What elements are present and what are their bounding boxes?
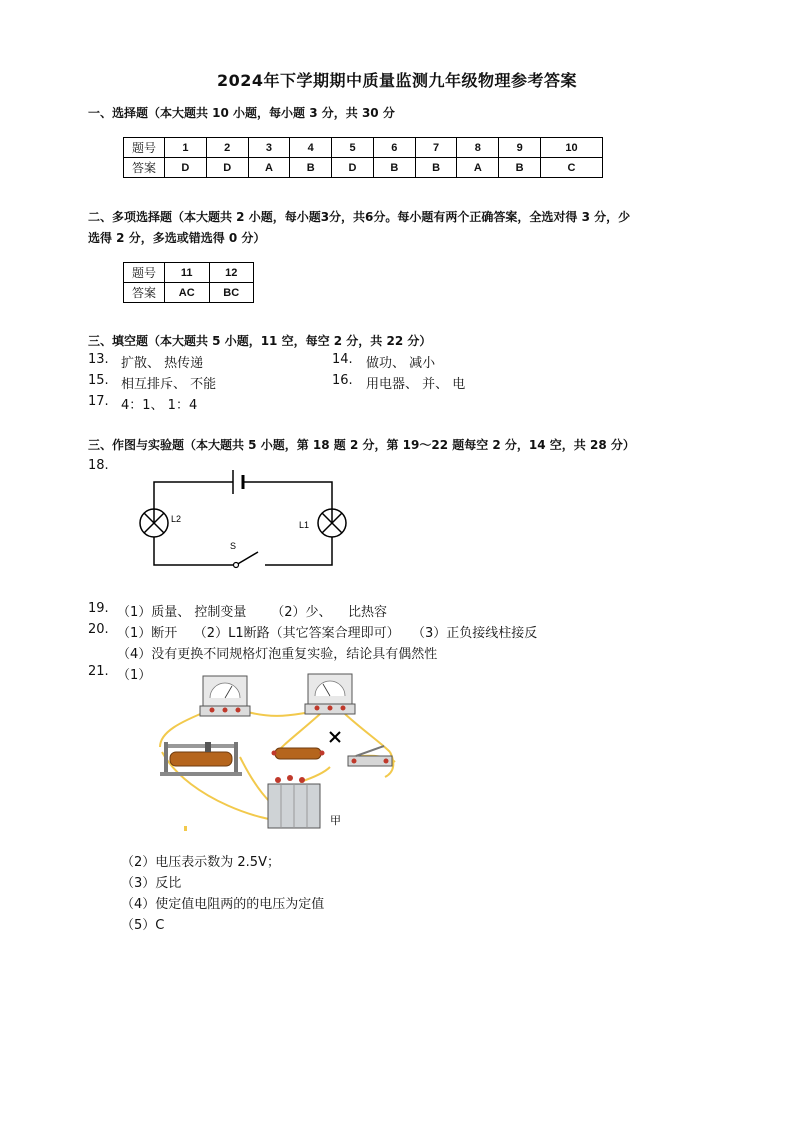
- q19-answer: （1）质量、 控制变量 （2）少、 比热容: [117, 605, 387, 620]
- q19-number: 19.: [88, 601, 109, 616]
- switch-label: S: [230, 541, 237, 551]
- table-cell: 6: [373, 138, 415, 158]
- page-title: 2024年下学期期中质量监测九年级物理参考答案: [216, 71, 578, 90]
- table-cell: B: [290, 158, 332, 178]
- wire-bottom-right: [265, 537, 332, 565]
- q17-number: 17.: [88, 394, 109, 409]
- table-cell: 10: [541, 138, 603, 158]
- table-cell: 2: [206, 138, 248, 158]
- table-cell: BC: [209, 283, 254, 303]
- section2-answer-table: [123, 262, 254, 303]
- table-cell: 8: [457, 138, 499, 158]
- q21-answer-5: （5）C: [121, 918, 165, 933]
- q14-answer: 做功、 减小: [366, 356, 436, 371]
- wire: [240, 757, 270, 802]
- switch-pivot: [234, 563, 239, 568]
- table-cell: 12: [209, 263, 254, 283]
- stray-mark: [184, 826, 187, 831]
- section3-heading: 三、填空题（本大题共 5 小题，11 空，每空 2 分，共 22 分）: [88, 334, 432, 348]
- q21-part1-label: （1）: [117, 668, 152, 683]
- table-header-answer: 答案: [124, 283, 165, 303]
- q20-answer-line2: （4）没有更换不同规格灯泡重复实验，结论具有偶然性: [117, 647, 438, 662]
- table-cell: 9: [499, 138, 541, 158]
- section2-heading-line1: 二、多项选择题（本大题共 2 小题，每小题3分，共6分。每小题有两个正确答案，全选对得 3 分，少: [88, 210, 631, 224]
- table-cell: B: [499, 158, 541, 178]
- figure-label-jia: 甲: [330, 814, 341, 827]
- wire: [240, 710, 315, 716]
- wire: [278, 714, 320, 752]
- table-cell: D: [165, 158, 207, 178]
- wire-top-right: [243, 482, 332, 522]
- table-cell: 11: [165, 263, 210, 283]
- wire-bottom-left: [154, 537, 233, 565]
- section1-answer-table: [123, 137, 603, 178]
- q20-answer-line1: （1）断开 （2）L1断路（其它答案合理即可） （3）正负接线柱接反: [117, 626, 538, 641]
- q13-answer: 扩散、 热传递: [121, 356, 204, 371]
- table-cell: A: [457, 158, 499, 178]
- voltmeter-icon: [305, 674, 355, 714]
- q16-number: 16.: [332, 373, 353, 388]
- q18-number: 18.: [88, 458, 109, 473]
- q15-number: 15.: [88, 373, 109, 388]
- cross-mark-icon: [330, 732, 340, 742]
- table-cell: AC: [165, 283, 210, 303]
- q21-answer-3: （3）反比: [121, 876, 182, 891]
- q14-number: 14.: [332, 352, 353, 367]
- fixed-resistor-icon: [272, 748, 325, 759]
- q16-answer: 用电器、 并、 电: [366, 377, 466, 392]
- q21-number: 21.: [88, 664, 109, 679]
- q15-answer: 相互排斥、 不能: [121, 377, 217, 392]
- table-cell: 7: [415, 138, 457, 158]
- q21-answer-4: （4）使定值电阻两的的电压为定值: [121, 897, 325, 912]
- table-cell: 3: [248, 138, 290, 158]
- q17-answer: 4：1、 1：4: [121, 398, 198, 413]
- battery-box-icon: [268, 775, 320, 828]
- q21-answer-2: （2）电压表示数为 2.5V；: [121, 855, 280, 870]
- lamp-l1-label: L1: [299, 520, 310, 530]
- experiment-apparatus-illustration: [150, 672, 410, 836]
- circuit-diagram: [130, 462, 360, 580]
- table-header-question: 题号: [124, 138, 165, 158]
- lamp-l2-label: L2: [171, 514, 182, 524]
- table-cell: A: [248, 158, 290, 178]
- table-cell: D: [206, 158, 248, 178]
- table-cell: D: [332, 158, 374, 178]
- table-cell: 4: [290, 138, 332, 158]
- ammeter-icon: [200, 676, 250, 716]
- table-cell: 1: [165, 138, 207, 158]
- sliding-rheostat-icon: [160, 742, 242, 776]
- switch-blade: [236, 552, 258, 565]
- section4-heading: 三、作图与实验题（本大题共 5 小题，第 18 题 2 分，第 19～22 题每空 2 分，14 空，共 28 分）: [88, 438, 635, 452]
- q20-number: 20.: [88, 622, 109, 637]
- table-cell: B: [373, 158, 415, 178]
- table-cell: C: [541, 158, 603, 178]
- section1-heading: 一、选择题（本大题共 10 小题，每小题 3 分，共 30 分: [88, 106, 395, 120]
- table-cell: 5: [332, 138, 374, 158]
- table-header-answer: 答案: [124, 158, 165, 178]
- section2-heading-line2: 选得 2 分，多选或错选得 0 分）: [88, 231, 266, 245]
- table-cell: B: [415, 158, 457, 178]
- q13-number: 13.: [88, 352, 109, 367]
- table-header-question: 题号: [124, 263, 165, 283]
